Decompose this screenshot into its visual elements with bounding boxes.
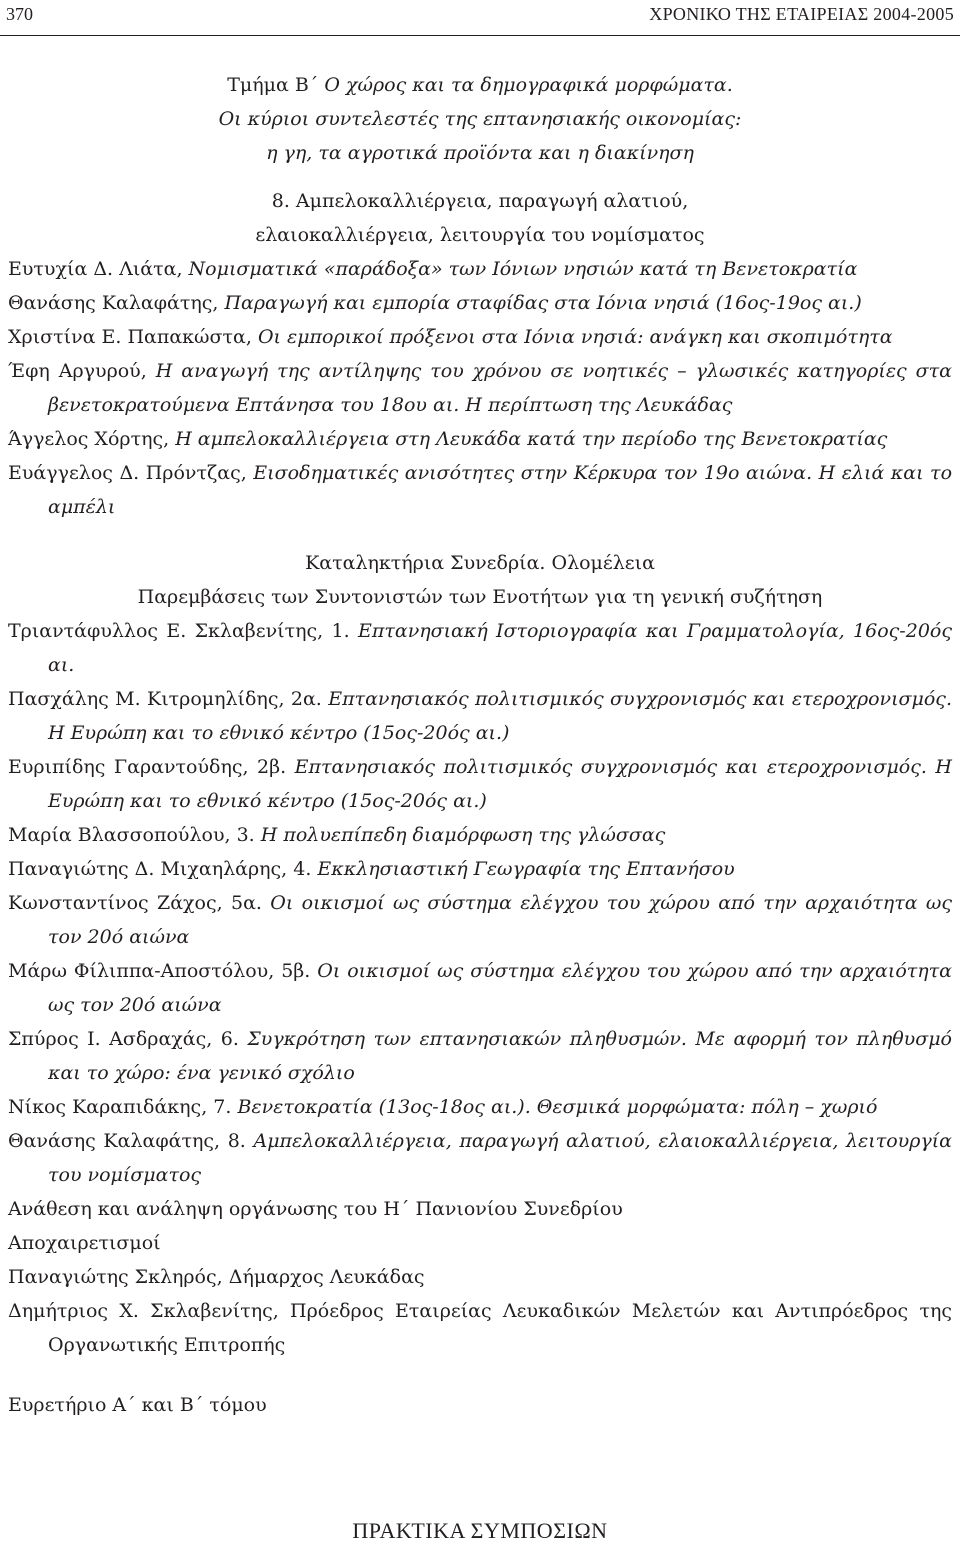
list-item: Παναγιώτης Σκληρός, Δήμαρχος Λευκάδας [8, 1266, 425, 1288]
talk-title: Οι οικισμοί ως σύστημα ελέγχου του χώρου από την αρχαιότητα ως τον 20ό αιώνα [48, 960, 953, 1016]
talk-title: Επτανησιακός πολιτισμικός συγχρονισμός και ετεροχρονισμός. Η Ευρώπη και το εθνικό κέντρο (15ος-20ός αι.) [48, 756, 952, 812]
talk-title: Οι οικισμοί ως σύστημα ελέγχου του χώρου από την αρχαιότητα ως τον 20ό αιώνα [48, 892, 952, 948]
session-entries-list [8, 252, 952, 524]
speaker-name: Ευριπίδης Γαραντούδης, 2β. [8, 756, 295, 778]
spacer [8, 524, 952, 546]
list-item [8, 1090, 952, 1124]
header-rule [0, 35, 960, 36]
list-item: Ανάθεση και ανάληψη οργάνωσης του Η΄ Πανιονίου Συνεδρίου [8, 1198, 623, 1220]
list-item: Αποχαιρετισμοί [8, 1232, 161, 1254]
list-item [8, 818, 952, 852]
talk-title: Η αναγωγή της αντίληψης του χρόνου σε νοητικές – γλωσικές κατηγορίες στα βενετοκρατούμενα Επτάνησα του 18ου αι. Η περίπτωση της Λευκάδας [48, 360, 952, 416]
section-heading-line-2: Οι κύριοι συντελεστές της επτανησιακής οικονομίας: [218, 108, 742, 130]
talk-title: Παραγωγή και εμπορία σταφίδας στα Ιόνια νησιά (16ος-19ος αι.) [224, 292, 862, 314]
speaker-name: Θανάσης Καλαφάτης, 8. [8, 1130, 254, 1152]
closing-heading-line-2: Παρεμβάσεις των Συντονιστών των Ενοτήτων για τη γενική συζήτηση [137, 586, 823, 608]
speaker-name: Μάρω Φίλιππα-Αποστόλου, 5β. [8, 960, 318, 982]
section-heading-line-3: η γη, τα αγροτικά προϊόντα και η διακίνηση [266, 142, 694, 164]
session-heading [8, 184, 952, 252]
section-heading-line-1 [8, 68, 952, 102]
talk-title: Νομισματικά «παράδοξα» των Ιόνιων νησιών κατά τη Βενετοκρατία [188, 258, 858, 280]
section-label: Τμήμα Β΄ [227, 74, 325, 96]
list-item [8, 320, 952, 354]
closing-entries-list [8, 614, 952, 1192]
talk-title: Η πολυεπίπεδη διαμόρφωση της γλώσσας [260, 824, 666, 846]
spacer [8, 170, 952, 184]
speaker-name: Ευάγγελος Δ. Πρόντζας, [8, 462, 254, 484]
closing-remarks-list [8, 1192, 952, 1362]
speaker-name: Παναγιώτης Δ. Μιχαηλάρης, 4. [8, 858, 318, 880]
session-heading-line-2: ελαιοκαλλιέργεια, λειτουργία του νομίσματος [255, 224, 705, 246]
list-item [8, 614, 952, 682]
speaker-name: Τριαντάφυλλος Ε. Σκλαβενίτης, 1. [8, 620, 358, 642]
speaker-name: Πασχάλης Μ. Κιτρομηλίδης, 2α. [8, 688, 329, 710]
list-item [8, 1022, 952, 1090]
index-line: Ευρετήριο Α΄ και Β΄ τόμου [8, 1394, 267, 1416]
list-item [8, 286, 952, 320]
speaker-name: Ευτυχία Δ. Λιάτα, [8, 258, 189, 280]
list-item [8, 750, 952, 818]
speaker-name: Νίκος Καραπιδάκης, 7. [8, 1096, 238, 1118]
talk-title: Αμπελοκαλλιέργεια, παραγωγή αλατιού, ελαιοκαλλιέργεια, λειτουργία του νομίσματος [48, 1130, 953, 1186]
list-item: Δημήτριος Χ. Σκλαβενίτης, Πρόεδρος Εταιρείας Λευκαδικών Μελετών και Αντιπρόεδρος της Οργανωτικής Επιτροπής [8, 1300, 952, 1356]
list-item [8, 456, 952, 524]
page-footer: ΠΡΑΚΤΙΚΑ ΣΥΜΠΟΣΙΩΝ [352, 1518, 608, 1543]
page-body [8, 68, 952, 1422]
list-item [8, 886, 952, 954]
session-heading-line-1: 8. Αμπελοκαλλιέργεια, παραγωγή αλατιού, [271, 190, 689, 212]
talk-title: Επτανησιακή Ιστοριογραφία και Γραμματολογία, 16ος-20ός αι. [48, 620, 952, 676]
list-item [8, 852, 952, 886]
closing-session-heading [8, 546, 952, 614]
speaker-name: Μαρία Βλασσοπούλου, 3. [8, 824, 261, 846]
talk-title: Βενετοκρατία (13ος-18ος αι.). Θεσμικά μορφώματα: πόλη – χωριό [237, 1096, 878, 1118]
speaker-name: Χριστίνα Ε. Παπακώστα, [8, 326, 258, 348]
speaker-name: Κωνσταντίνος Ζάχος, 5α. [8, 892, 271, 914]
list-item [8, 1124, 952, 1192]
talk-title: Η αμπελοκαλλιέργεια στη Λευκάδα κατά την περίοδο της Βενετοκρατίας [175, 428, 888, 450]
talk-title: Επτανησιακός πολιτισμικός συγχρονισμός και ετεροχρονισμός. Η Ευρώπη και το εθνικό κέντρο (15ος-20ός αι.) [48, 688, 952, 744]
list-item [8, 954, 952, 1022]
speaker-name: Έφη Αργυρού, [8, 360, 156, 382]
page-header [0, 0, 960, 32]
section-heading [8, 68, 952, 170]
speaker-name: Θανάσης Καλαφάτης, [8, 292, 225, 314]
talk-title: Εισοδηματικές ανισότητες στην Κέρκυρα τον 19ο αιώνα. Η ελιά και το αμπέλι [48, 462, 953, 518]
speaker-name: Άγγελος Χόρτης, [8, 428, 176, 450]
list-item [8, 682, 952, 750]
closing-heading-line-1: Καταληκτήρια Συνεδρία. Ολομέλεια [305, 552, 655, 574]
talk-title: Εκκλησιαστική Γεωγραφία της Επτανήσου [317, 858, 735, 880]
talk-title: Οι εμπορικοί πρόξενοι στα Ιόνια νησιά: ανάγκη και σκοπιμότητα [257, 326, 893, 348]
running-title: ΧΡΟΝΙΚΟ ΤΗΣ ΕΤΑΙΡΕΙΑΣ 2004-2005 [649, 4, 954, 24]
list-item [8, 354, 952, 422]
spacer [8, 1362, 952, 1388]
list-item [8, 422, 952, 456]
speaker-name: Σπύρος Ι. Ασδραχάς, 6. [8, 1028, 248, 1050]
page-number: 370 [6, 4, 33, 24]
list-item [8, 252, 952, 286]
talk-title: Συγκρότηση των επτανησιακών πληθυσμών. Με αφορμή τον πληθυσμό και το χώρο: ένα γενικό σχόλιο [48, 1028, 952, 1084]
section-title: Ο χώρος και τα δημογραφικά μορφώματα. [324, 74, 733, 96]
